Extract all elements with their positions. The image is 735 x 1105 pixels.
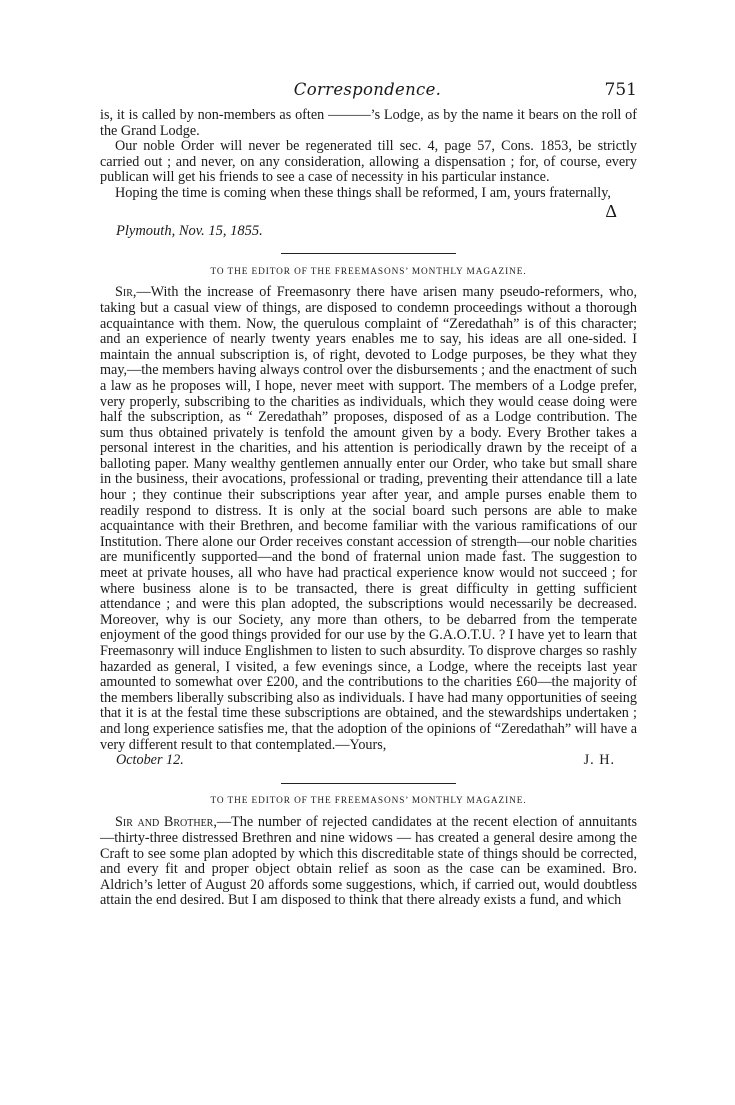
letter-body: —With the increase of Freemasonry there have arisen many pseudo-reformers, who, taking but a casual view of things, are disposed to condemn proceedings without a thorough acquaintance with them. Now, the querulous complaint of “Zeredathah” is of this character; and an experience of nearly twenty years enables me to say, his ideas are all one-sided. I maintain the annual subscription is, of right, devoted to Lodge purposes, be they what they may,—the members having always control over the disbursements ; and the enactment of such a law as he proposes will, I hope, never meet with support. The members of a Lodge prefer, very properly, subscribing to the charities as individuals, which they would cease doing were half the subscription, as “ Zeredathah” proposes, disposed of as a Lodge contribution. The sum thus obtained privately is tenfold the amount given by a body. Every Brother takes a personal interest in the charities, and his attention is periodically drawn by the receipt of a balloting paper. Many wealthy gentlemen annually enter our Order, who take but small share in the business, their avocations, professional or trading, preventing their attendance till a late hour ; they continue their subscriptions year after year, and ample purses enable them to readily respond to distress. It is only at the social board such persons are able to make acquaintance with their Brethren, and become familiar with the various ramifications of our Institution. There alone our Order receives constant accession of strength—our noble charities are munificently supported—and the bond of fraternal union made fast. The suggestion to meet at private houses, all who have had practical experience know would not succeed ; for where business alone is to be transacted, there is great difficulty in getting sufficient attendance ; and were this plan adopted, the subscriptions would necessarily be decreased. Moreover, why is our Society, any more than others, to be debarred from the temperate enjoyment of the good things provided for our use by the G.A.O.T.U. ? I have yet to learn that Freemasonry will induce Englishmen to listen to such absurdity. To disprove charges so rashly hazarded as general, I visited, a few evenings since, a Lodge, where the receipts last year amounted to somewhat over £200, and the contributions to the charities £60—the majority of the members liberally subscribing also as individuals. I have had many opportunities of seeing that it is at the festal time these subscriptions are obtained, and the stewardships undertaken ; and long experience satisfies me, that the adoption of the opinions of “Zeredathah” will have a very different result to that contemplated.—Yours, bbox=[100, 284, 637, 753]
running-title: Correspondence. bbox=[293, 80, 442, 99]
dateline: Plymouth, Nov. 15, 1855. bbox=[116, 223, 263, 240]
letter-body: —The number of rejected candidates at the recent election of annuitants—thirty-three distressed Brethren and nine widows — has created a general desire among the Craft to see some plan adopted by which this discreditable state of things should be corrected, and every fit and proper object obtain relief as soon as the case can be examined. Bro. Aldrich’s letter of August 20 affords some suggestions, which, if carried out, would doubtless attain the end desired. But I am disposed to think that there already exists a fund, and which bbox=[100, 814, 637, 909]
signature: J. H. bbox=[583, 752, 615, 769]
letter-continued bbox=[100, 108, 637, 240]
paragraph: is, it is called by non-members as often ———’s Lodge, as by the name it bears on the roll of the Grand Lodge. bbox=[100, 107, 637, 139]
paragraph bbox=[100, 285, 637, 753]
text-column bbox=[100, 108, 637, 909]
letter-annuitants bbox=[100, 794, 637, 909]
section-heading: TO THE EDITOR OF THE FREEMASONS’ MONTHLY MAGAZINE. bbox=[210, 266, 527, 277]
closing bbox=[100, 753, 637, 769]
page-number: 751 bbox=[604, 80, 637, 100]
paragraph bbox=[100, 815, 637, 909]
letter-date: October 12. bbox=[116, 752, 184, 769]
page-header bbox=[0, 80, 735, 104]
salutation: Sir, bbox=[115, 284, 137, 301]
section-rule bbox=[281, 253, 456, 254]
signature-delta: Δ bbox=[605, 200, 617, 221]
paragraph: Our noble Order will never be regenerated till sec. 4, page 57, Cons. 1853, be strictly carried out ; and never, on any consideration, allowing a dispensation ; for, of course, every publican will get his friends to see a case of necessity in his particular instance. bbox=[100, 138, 637, 186]
paragraph: Hoping the time is coming when these things shall be reformed, I am, yours fraternally, bbox=[115, 184, 611, 201]
section-heading: TO THE EDITOR OF THE FREEMASONS’ MONTHLY MAGAZINE. bbox=[210, 795, 527, 806]
letter-jh bbox=[100, 265, 637, 769]
section-rule bbox=[281, 783, 456, 784]
salutation: Sir and Brother, bbox=[115, 814, 217, 831]
